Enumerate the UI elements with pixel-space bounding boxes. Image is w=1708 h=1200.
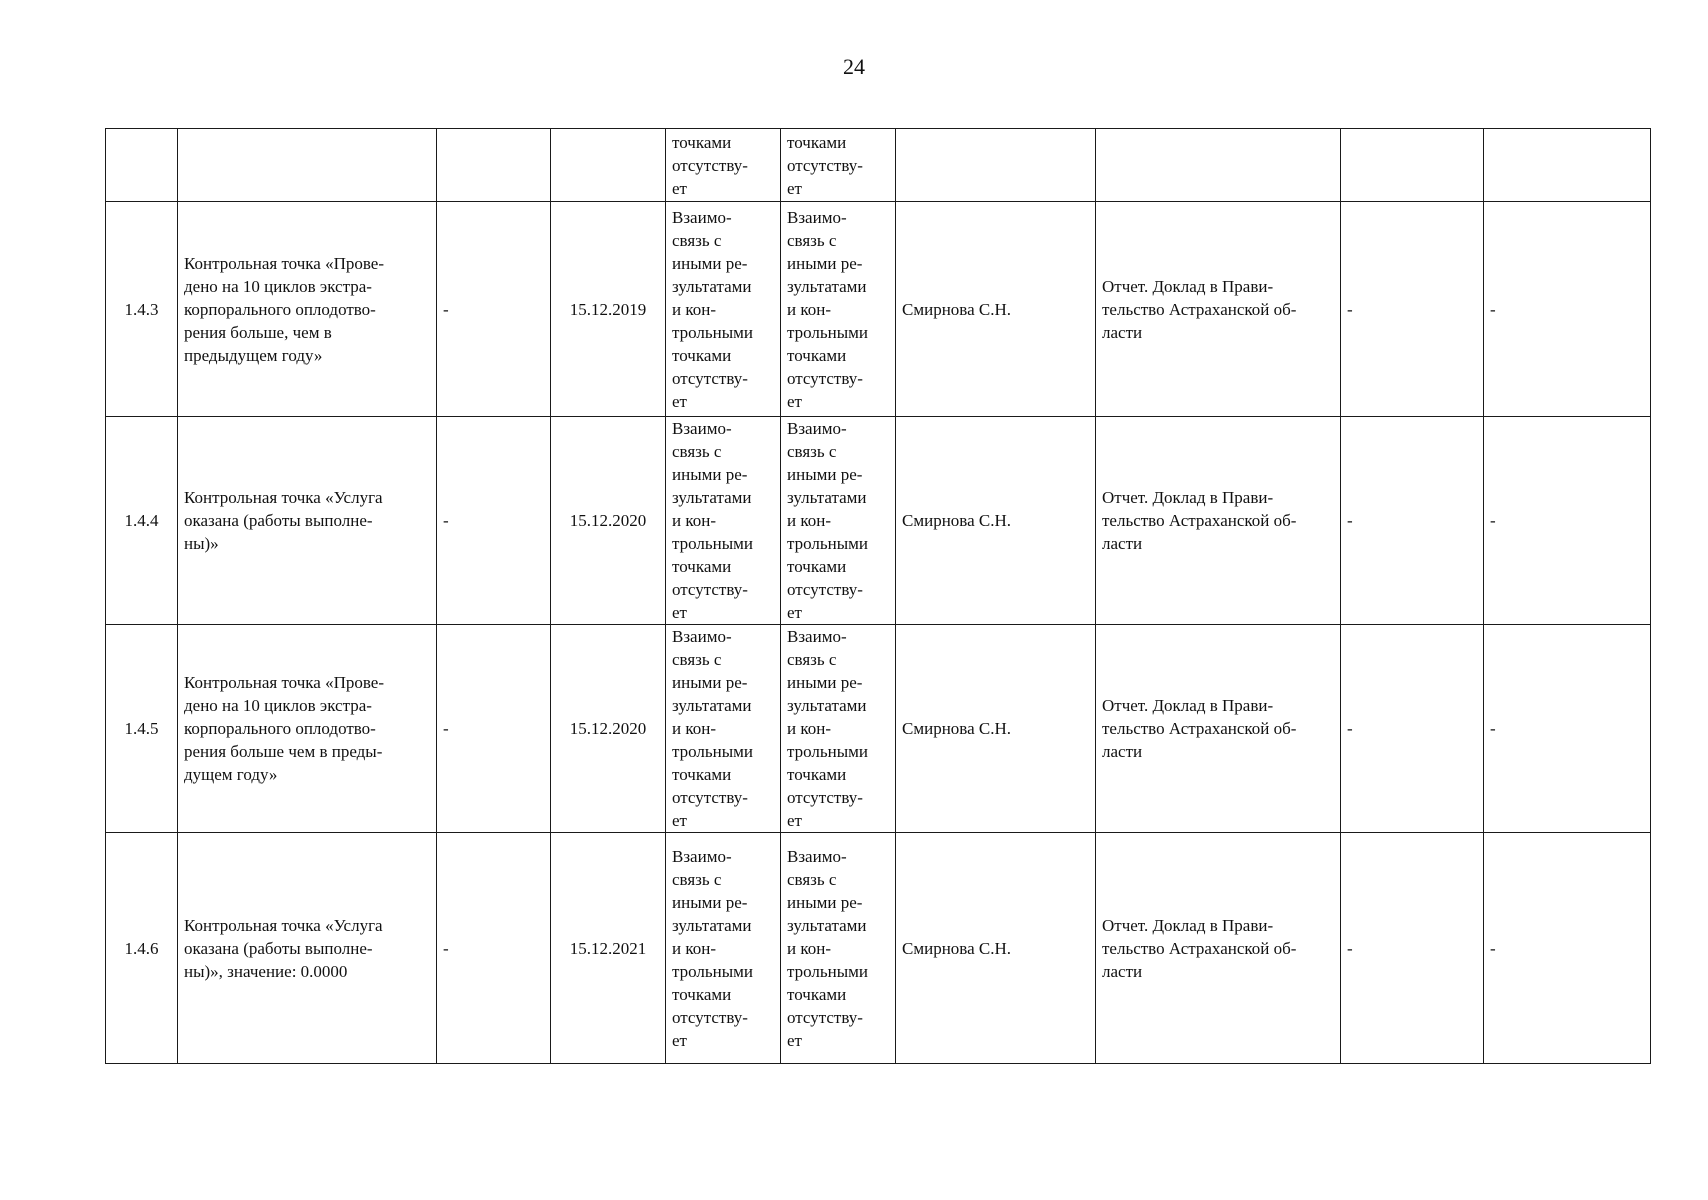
cell-responsible: Смирнова С.Н.: [896, 417, 1096, 625]
cell-responsible: Смирнова С.Н.: [896, 202, 1096, 417]
cell-col10: -: [1484, 202, 1651, 417]
cell-col9: -: [1341, 833, 1484, 1064]
cell-responsible: Смирнова С.Н.: [896, 625, 1096, 833]
cell-start: -: [437, 625, 551, 833]
cell-other-link: точками отсутству- ет: [781, 129, 896, 202]
cell-description: Контрольная точка «Прове- дено на 10 циклов экстра- корпорального оплодотво- рения больше, чем в предыдущем году»: [178, 202, 437, 417]
cell-date: [551, 129, 666, 202]
cell-result-link: Взаимо- связь с иными ре- зультатами и кон- трольными точками отсутству- ет: [666, 202, 781, 417]
cell-date: 15.12.2020: [551, 625, 666, 833]
cell-other-link: Взаимо- связь с иными ре- зультатами и кон- трольными точками отсутству- ет: [781, 417, 896, 625]
cell-col10: -: [1484, 833, 1651, 1064]
cell-date: 15.12.2021: [551, 833, 666, 1064]
table-row-continued: [106, 129, 1651, 202]
cell-document: [1096, 129, 1341, 202]
cell-document: Отчет. Доклад в Прави- тельство Астраханской об- ласти: [1096, 202, 1341, 417]
page-number: 24: [843, 54, 865, 79]
cell-num: 1.4.6: [106, 833, 178, 1064]
cell-col9: [1341, 129, 1484, 202]
cell-num: [106, 129, 178, 202]
cell-start: [437, 129, 551, 202]
table-row: [106, 833, 1651, 1064]
cell-document: Отчет. Доклад в Прави- тельство Астраханской об- ласти: [1096, 417, 1341, 625]
cell-date: 15.12.2020: [551, 417, 666, 625]
cell-num: 1.4.4: [106, 417, 178, 625]
cell-col10: -: [1484, 625, 1651, 833]
cell-description: Контрольная точка «Услуга оказана (работы выполне- ны)»: [178, 417, 437, 625]
table-row: [106, 625, 1651, 833]
cell-start: -: [437, 202, 551, 417]
cell-description: Контрольная точка «Услуга оказана (работы выполне- ны)», значение: 0.0000: [178, 833, 437, 1064]
cell-other-link: Взаимо- связь с иными ре- зультатами и кон- трольными точками отсутству- ет: [781, 625, 896, 833]
cell-document: Отчет. Доклад в Прави- тельство Астраханской об- ласти: [1096, 833, 1341, 1064]
cell-other-link: Взаимо- связь с иными ре- зультатами и кон- трольными точками отсутству- ет: [781, 202, 896, 417]
cell-num: 1.4.5: [106, 625, 178, 833]
table-row: [106, 202, 1651, 417]
cell-description: Контрольная точка «Прове- дено на 10 циклов экстра- корпорального оплодотво- рения больше чем в преды- дущем году»: [178, 625, 437, 833]
cell-date: 15.12.2019: [551, 202, 666, 417]
cell-result-link: Взаимо- связь с иными ре- зультатами и кон- трольными точками отсутству- ет: [666, 625, 781, 833]
cell-other-link: Взаимо- связь с иными ре- зультатами и кон- трольными точками отсутству- ет: [781, 833, 896, 1064]
cell-description: [178, 129, 437, 202]
cell-col9: -: [1341, 202, 1484, 417]
cell-result-link: Взаимо- связь с иными ре- зультатами и кон- трольными точками отсутству- ет: [666, 833, 781, 1064]
cell-col10: -: [1484, 417, 1651, 625]
cell-start: -: [437, 417, 551, 625]
control-points-table: [105, 128, 1651, 1064]
cell-responsible: [896, 129, 1096, 202]
cell-col9: -: [1341, 625, 1484, 833]
cell-result-link: точками отсутству- ет: [666, 129, 781, 202]
cell-start: -: [437, 833, 551, 1064]
cell-result-link: Взаимо- связь с иными ре- зультатами и кон- трольными точками отсутству- ет: [666, 417, 781, 625]
cell-num: 1.4.3: [106, 202, 178, 417]
cell-responsible: Смирнова С.Н.: [896, 833, 1096, 1064]
cell-col9: -: [1341, 417, 1484, 625]
table-row: [106, 417, 1651, 625]
cell-document: Отчет. Доклад в Прави- тельство Астраханской об- ласти: [1096, 625, 1341, 833]
cell-col10: [1484, 129, 1651, 202]
